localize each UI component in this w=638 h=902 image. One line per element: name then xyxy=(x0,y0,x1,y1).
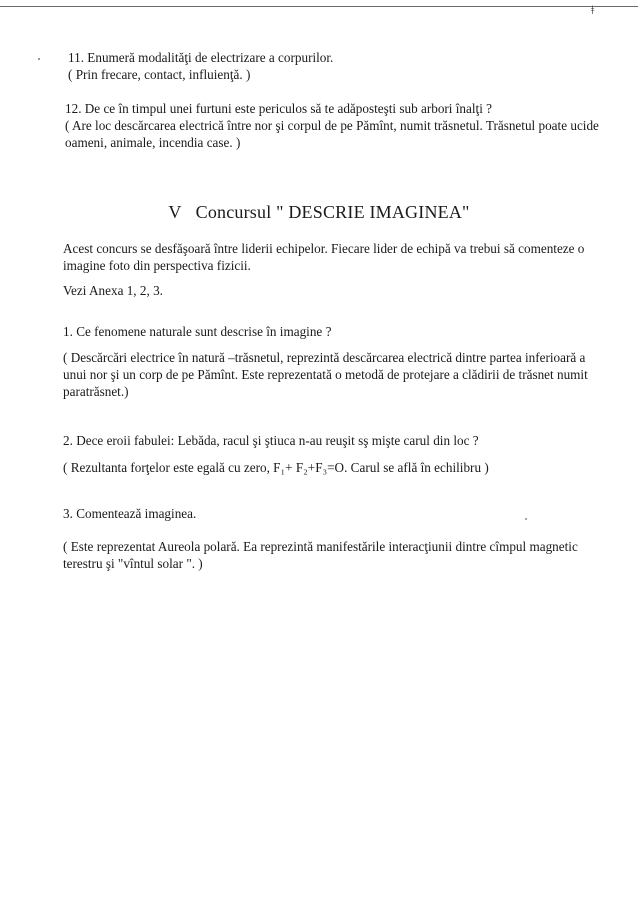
q12-answer-line-2: oameni, animale, incendia case. ) xyxy=(65,135,241,150)
s1-answer-line-3: paratrăsnet.) xyxy=(63,384,129,399)
s2-answer: ( Rezultanta forţelor este egală cu zero, F₁+ F₂+F₃=O. Carul se află în echilibru ) xyxy=(63,460,489,475)
margin-mark xyxy=(38,58,40,60)
annex-reference: Vezi Anexa 1, 2, 3. xyxy=(63,283,163,298)
s2-question: 2. Dece eroii fabulei: Lebăda, racul şi ştiuca n-au reuşit sş mişte carul din loc ? xyxy=(63,433,479,448)
scan-speck xyxy=(525,518,527,520)
q12-answer-line-1: ( Are loc descărcarea electrică între nor şi corpul de pe Pămînt, numit trăsnetul. Trăsnetul poate ucide xyxy=(65,118,599,133)
s1-answer-line-2: unui nor şi un corp de pe Pămînt. Este reprezentată o metodă de protejare a clădirii de trăsnet numit xyxy=(63,367,588,382)
scan-edge-line xyxy=(0,6,638,7)
s1-question: 1. Ce fenomene naturale sunt descrise în imagine ? xyxy=(63,324,332,339)
intro-line-2: imagine foto din perspectiva fizicii. xyxy=(63,258,251,273)
s3-answer-line-2: terestru şi "vîntul solar ". ) xyxy=(63,556,203,571)
q11-answer: ( Prin frecare, contact, influienţă. ) xyxy=(68,67,251,82)
corner-pencil-mark: ǂ xyxy=(591,2,595,17)
q11-question: 11. Enumeră modalităţi de electrizare a corpurilor. xyxy=(68,50,334,65)
s1-answer-line-1: ( Descărcări electrice în natură –trăsnetul, reprezintă descărcarea electrică dintre partea inferioară a xyxy=(63,350,586,365)
q12-question: 12. De ce în timpul unei furtuni este periculos să te adăposteşti sub arbori înalţi ? xyxy=(65,101,493,116)
intro-line-1: Acest concurs se desfăşoară între liderii echipelor. Fiecare lider de echipă va trebui să comenteze o xyxy=(63,241,585,256)
section-roman-numeral: V xyxy=(168,202,182,222)
s3-answer-line-1: ( Este reprezentat Aureola polară. Ea reprezintă manifestările interacţiunii dintre cîmpul magnetic xyxy=(63,539,578,554)
section-heading xyxy=(0,201,638,223)
s3-question: 3. Comentează imaginea. xyxy=(63,506,197,521)
section-title: Concursul " DESCRIE IMAGINEA" xyxy=(195,202,470,222)
